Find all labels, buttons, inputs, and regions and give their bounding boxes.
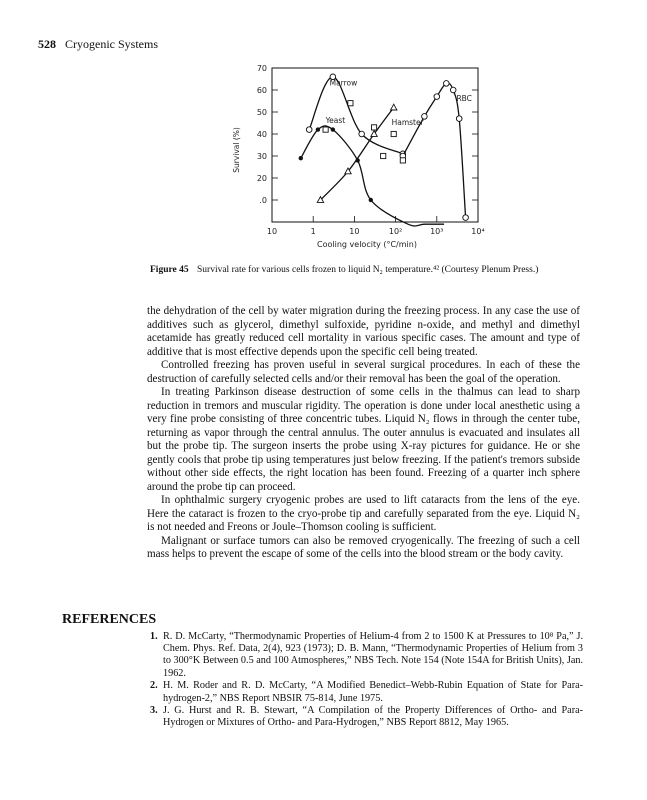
- reference-text: H. M. Roder and R. D. McCarty, “A Modified Benedict–Webb-Rubin Equation of State for Para-hydrogen-2,” NBS Report NBSIR 75-814, June 1975.: [163, 680, 583, 704]
- figure-caption-text: Survival rate for various cells frozen to liquid N₂ temperature.⁴² (Courtesy Plenum Press.): [197, 265, 539, 275]
- paragraph: Controlled freezing has proven useful in several surgical procedures. In each of these the destruction of carefully selected cells and/or their removal has been the goal of the operation.: [147, 359, 580, 385]
- reference-item: [150, 631, 583, 680]
- x-tick-label: 10³: [430, 227, 444, 236]
- data-point: [450, 87, 456, 93]
- curve-annotation: Hamster: [391, 118, 424, 128]
- running-header: [38, 37, 158, 52]
- series-line: [403, 83, 466, 218]
- curve-annotation: RBC: [456, 94, 472, 103]
- data-point: [323, 127, 328, 132]
- series-line: [301, 126, 444, 226]
- paragraph: Malignant or surface tumors can also be removed cryogenically. The freezing of such a cell mass helps to prevent the escape of some of the cells into the blood stream or the body cavity.: [147, 534, 580, 560]
- survival-chart: [225, 60, 487, 260]
- reference-number: 2.: [150, 680, 158, 692]
- y-tick-label: 70: [256, 64, 267, 73]
- y-tick-label: 20: [256, 174, 267, 183]
- data-point: [306, 127, 312, 133]
- data-point: [381, 153, 386, 158]
- paragraph: the dehydration of the cell by water migration during the freezing process. In any case the use of additives such as glycerol, dimethyl sulfoxide, pyridine n-oxide, and methyl and dimethyl acetamide has greatly reduced cell mortality in various specific cases. The amount and type of additive that is most effective depends upon the specific cell being treated.: [147, 305, 580, 358]
- references-list: [150, 631, 583, 730]
- x-axis-label: Cooling velocity (°C/min): [317, 240, 417, 249]
- y-tick-label: 60: [256, 86, 267, 95]
- paragraph: In ophthalmic surgery cryogenic probes are used to lift cataracts from the lens of the eye. Here the cataract is frozen to the cryo-probe tip and carefully separated from the eye. Liquid N₂ is not needed and Freons or Joule–Thomson cooling is sufficient.: [147, 494, 580, 533]
- figure-caption: [150, 265, 590, 275]
- data-point: [369, 198, 373, 202]
- figure-label: Figure 45: [150, 265, 189, 275]
- curve-annotation: Yeast: [325, 116, 346, 125]
- running-title: Cryogenic Systems: [65, 37, 158, 51]
- data-point: [391, 104, 397, 110]
- data-point: [331, 127, 335, 131]
- data-point: [348, 101, 353, 106]
- data-point: [316, 127, 320, 131]
- data-point: [359, 131, 365, 137]
- series-line: [309, 77, 403, 154]
- reference-number: 1.: [150, 631, 158, 642]
- page-number: 528: [38, 37, 56, 51]
- y-tick-label: .0: [259, 196, 267, 205]
- y-axis-label: Survival (%): [232, 127, 241, 173]
- y-tick-label: 50: [256, 108, 267, 117]
- reference-text: J. G. Hurst and R. B. Stewart, “A Compilation of the Property Differences of Ortho- and Para-Hydrogen or Mixtures of Ortho- and Para-Hydrogen,” NBS Report 8812, May 1965.: [163, 705, 583, 729]
- data-point: [371, 125, 376, 130]
- body-text: [147, 305, 580, 562]
- y-tick-label: 30: [256, 152, 267, 161]
- y-tick-label: 40: [256, 130, 267, 139]
- data-point: [391, 131, 396, 136]
- data-point: [434, 94, 440, 100]
- x-tick-label: 10⁴: [471, 227, 485, 236]
- data-point: [400, 158, 405, 163]
- data-point: [443, 81, 449, 87]
- plot-frame: [272, 68, 478, 222]
- reference-text: R. D. McCarty, “Thermodynamic Properties of Helium-4 from 2 to 1500 K at Pressures to 10⁸ Pa,” J. Chem. Phys. Ref. Data, 2(4), 923 (1973); D. B. Mann, “Thermodynamic Properties of Helium from 3 to 300°K Between 0.5 and 100 Atmospheres,” NBS Tech. Note 154 (Note 154A for British Units), Jan. 1962.: [163, 631, 583, 679]
- curve-annotation: Marrow: [329, 78, 358, 88]
- references-heading: REFERENCES: [62, 612, 157, 627]
- paragraph: In treating Parkinson disease destruction of some cells in the thalmus can lead to sharp reduction in tremors and muscular rigidity. The operation is done under local anesthetic using a very fine probe consisting of three concentric tubes. Liquid N₂ flows in through the center tube, returning as vapor through the central annulus. The outer annulus is evacuated and insulates all but the probe tip. The surgeon inserts the probe using X-ray pictures for guidance. He or she gently cools that probe tip using temperatures just below freezing. If the patient's tremors subside without other side effects, the right location has been found. Freezing of a quarter inch sphere around the probe tip can proceed.: [147, 386, 580, 493]
- x-tick-label: 10: [349, 227, 360, 236]
- reference-number: 3.: [150, 705, 158, 717]
- reference-item: [150, 705, 583, 729]
- x-tick-label: 10²: [388, 227, 403, 236]
- data-point: [299, 156, 303, 160]
- data-point: [456, 116, 462, 122]
- data-point: [463, 215, 469, 221]
- x-tick-label: 1: [310, 227, 316, 236]
- reference-item: [150, 680, 583, 704]
- x-tick-label: 10: [266, 227, 278, 236]
